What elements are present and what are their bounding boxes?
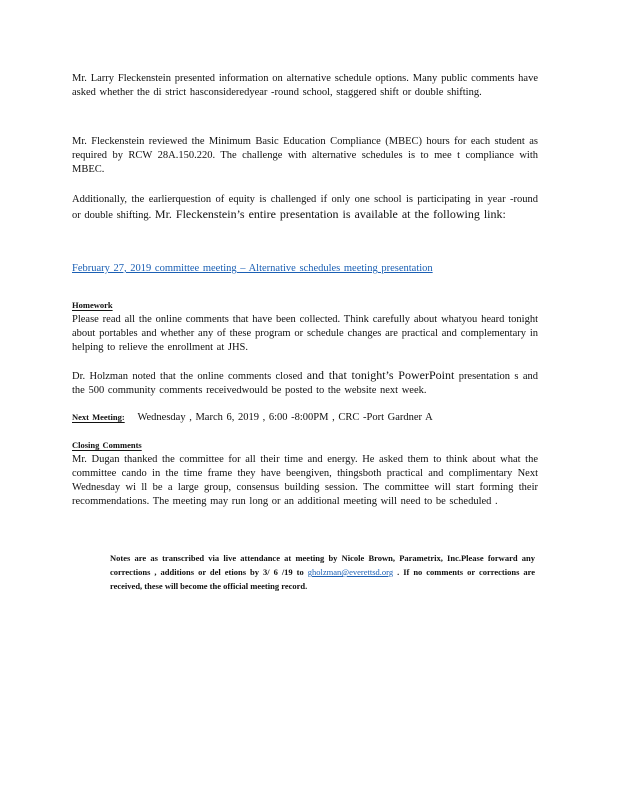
presentation-available-text: Mr. Fleckenstein’s entire presentation is available at the following link: (154, 207, 506, 221)
notes-text-before: Notes are as transcribed via live attendance at meeting by Nicole Brown, Parametrix, Inc.Please forward any corrections , additions or del etions by 3/ 6 /19 to (110, 553, 535, 577)
notes-text-after: . If no comments or corrections are received, these will become the official meeting record. (110, 567, 536, 591)
presentation-paragraph-1: Mr. Larry Fleckenstein presented information on alternative schedule options. Many public comments have asked whether the di strict hasconsideredyear -round school, staggered shift or double shifting. (72, 73, 538, 98)
closing-text: Mr. Dugan thanked the committee for all their time and energy. He asked them to think about what the committee cando in the time frame they have beengiven, thingsboth practical and complimentary Next Wednesday wi ll be a large group, consensus building session. The committee will start forming their recommendations. The meeting may run long or an additional meeting will need to be scheduled . (72, 454, 538, 507)
closing-heading: Closing Comments (72, 440, 142, 450)
presentation-link[interactable]: February 27, 2019 committee meeting – Alternative schedules meeting presentation (72, 263, 433, 274)
holzman-paragraph (72, 368, 538, 398)
next-meeting-heading: Next Meeting: (72, 412, 125, 422)
equity-text: Additionally, the earlierquestion of equity is challenged if only one school is participating in year -round or double shifting. (72, 194, 538, 221)
transcription-notes (110, 551, 535, 593)
homework-section (72, 298, 538, 355)
homework-text: Please read all the online comments that have been collected. Think carefully about whatyou heard tonight about portables and whether any of these program or schedule changes are practical and complementary in helping to relieve the enrollment at JHS. (72, 314, 538, 353)
presentation-link-paragraph (72, 262, 538, 276)
corrections-email-link[interactable]: gholzman@everettsd.org (307, 567, 394, 577)
holzman-text-3: presentation s and the 500 community comments receivedwould be posted to the website next week. (72, 371, 538, 396)
holzman-text-1: Dr. Holzman noted that the online comments closed (72, 371, 303, 382)
closing-section (72, 438, 538, 509)
next-meeting-line (72, 410, 538, 425)
mbec-paragraph: Mr. Fleckenstein reviewed the Minimum Basic Education Compliance (MBEC) hours for each student as required by RCW 28A.150.220. The challenge with alternative schedules is to mee t compliance with MBEC. (72, 136, 538, 175)
next-meeting-text: Wednesday , March 6, 2019 , 6:00 -8:00PM , CRC -Port Gardner A (137, 412, 433, 423)
homework-heading: Homework (72, 300, 113, 310)
equity-paragraph (72, 193, 538, 223)
holzman-text-2: and that tonight’s PowerPoint (306, 368, 455, 382)
